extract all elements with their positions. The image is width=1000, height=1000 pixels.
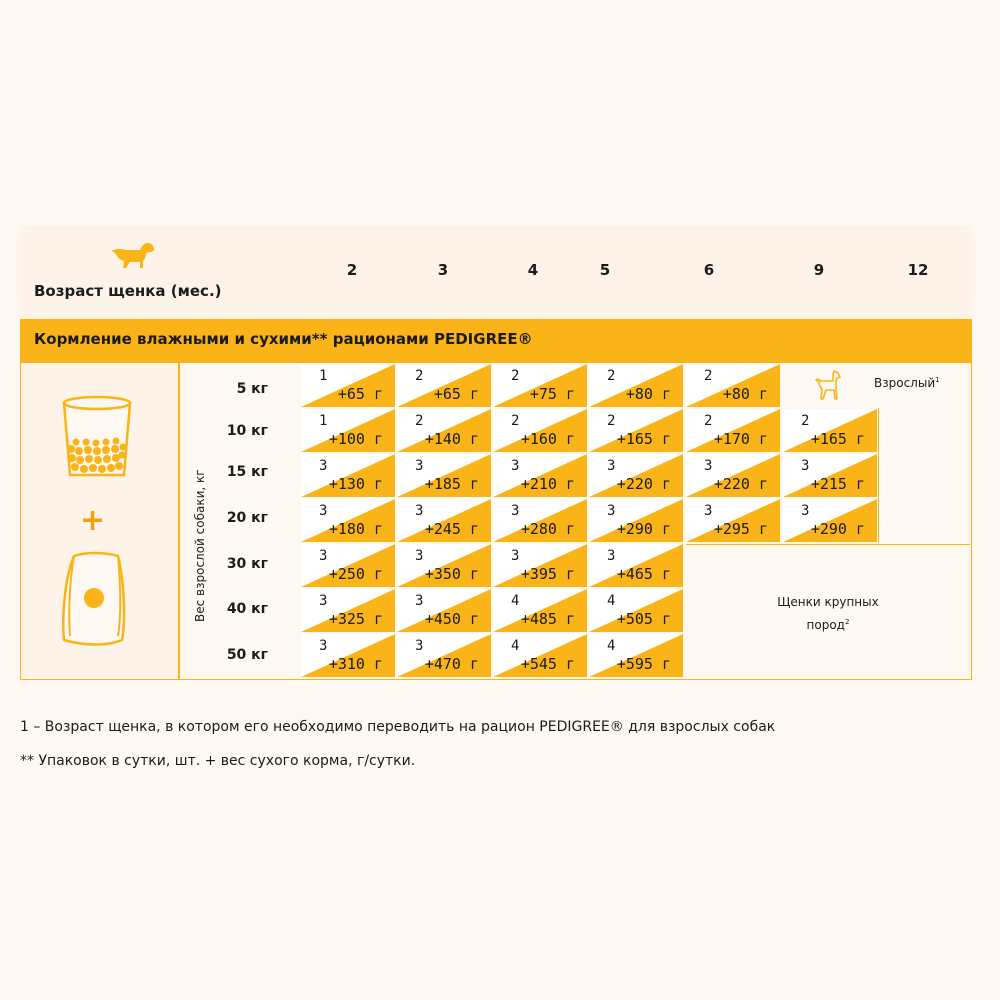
- feeding-cell: [301, 589, 395, 632]
- feeding-cell: [301, 364, 395, 407]
- dry-food-grams: +165 г: [810, 430, 865, 448]
- dry-food-grams: +250 г: [328, 565, 383, 583]
- pouch-count: 3: [607, 458, 616, 474]
- feeding-cell: [686, 409, 780, 452]
- dry-food-grams: +465 г: [616, 565, 671, 583]
- glass-of-kibble-icon: [60, 395, 134, 479]
- pouch-count: 3: [319, 638, 328, 654]
- large-breeds-text: пород: [806, 618, 845, 632]
- feeding-cell: [301, 409, 395, 452]
- dry-food-grams: +325 г: [328, 610, 383, 628]
- dry-food-grams: +160 г: [520, 430, 575, 448]
- feeding-cell: [301, 544, 395, 587]
- dry-food-grams: +470 г: [424, 655, 479, 673]
- pouch-count: 2: [415, 413, 424, 429]
- pouch-count: 2: [607, 368, 616, 384]
- adult-dog-icon: [814, 369, 844, 401]
- feeding-cell: [783, 409, 877, 452]
- age-9: 9: [813, 261, 825, 279]
- feeding-cell: [493, 634, 587, 677]
- feeding-cell: [397, 364, 491, 407]
- pouch-count: 1: [319, 368, 328, 384]
- feeding-cell: [301, 499, 395, 542]
- dry-food-grams: +310 г: [328, 655, 383, 673]
- feeding-cell: [589, 364, 683, 407]
- feeding-cell: [397, 544, 491, 587]
- feeding-cell: [493, 499, 587, 542]
- dry-food-grams: +505 г: [616, 610, 671, 628]
- pouch-count: 2: [511, 413, 520, 429]
- puppy-age-label: Возраст щенка (мес.): [34, 282, 222, 300]
- pouch-count: 3: [511, 458, 520, 474]
- dry-food-grams: +290 г: [616, 520, 671, 538]
- feeding-cell: [397, 499, 491, 542]
- dry-food-grams: +350 г: [424, 565, 479, 583]
- dry-food-grams: +80 г: [722, 385, 768, 403]
- pouch-count: 3: [801, 458, 810, 474]
- feeding-cell: [493, 364, 587, 407]
- feeding-cell: [589, 544, 683, 587]
- feeding-cell: [589, 409, 683, 452]
- dry-food-grams: +100 г: [328, 430, 383, 448]
- pouch-count: 3: [415, 458, 424, 474]
- pouch-count: 3: [607, 503, 616, 519]
- pouch-count: 3: [607, 548, 616, 564]
- dry-food-grams: +180 г: [328, 520, 383, 538]
- feeding-cell: [589, 589, 683, 632]
- feeding-cell: [493, 409, 587, 452]
- large-footnote-mark: 2: [844, 618, 850, 626]
- large-breeds-line1: Щенки крупных: [777, 595, 879, 609]
- dry-food-grams: +170 г: [713, 430, 768, 448]
- age-5: 5: [599, 261, 611, 279]
- feeding-cell: [589, 634, 683, 677]
- pouch-count: 1: [319, 413, 328, 429]
- dry-food-grams: +165 г: [616, 430, 671, 448]
- pouch-count: 4: [607, 638, 616, 654]
- feeding-cell: [301, 634, 395, 677]
- pouch-count: 2: [415, 368, 424, 384]
- pouch-count: 3: [319, 548, 328, 564]
- pouch-count: 3: [704, 458, 713, 474]
- dry-food-grams: +450 г: [424, 610, 479, 628]
- footnote-legend: ** Упаковок в сутки, шт. + вес сухого корма, г/сутки.: [20, 753, 416, 769]
- feeding-cell: [397, 454, 491, 497]
- feeding-cell: [493, 454, 587, 497]
- adult-footnote-mark: 1: [935, 376, 940, 384]
- feeding-cell: [589, 499, 683, 542]
- dry-food-grams: +75 г: [529, 385, 575, 403]
- dry-food-grams: +295 г: [713, 520, 768, 538]
- dry-food-grams: +485 г: [520, 610, 575, 628]
- feeding-cell: [686, 364, 780, 407]
- feeding-cell: [589, 454, 683, 497]
- age-3: 3: [437, 261, 449, 279]
- pouch-count: 2: [704, 413, 713, 429]
- pouch-count: 2: [704, 368, 713, 384]
- pouch-count: 4: [607, 593, 616, 609]
- plus-sign: +: [80, 503, 106, 538]
- weight-20: 20 кг: [226, 510, 268, 526]
- weight-10: 10 кг: [226, 423, 268, 439]
- pouch-count: 2: [607, 413, 616, 429]
- adult-text: Взрослый: [874, 376, 936, 390]
- feeding-cell: [397, 589, 491, 632]
- feeding-cell: [397, 634, 491, 677]
- weight-50: 50 кг: [226, 647, 268, 663]
- dry-food-grams: +245 г: [424, 520, 479, 538]
- large-breeds-label: [686, 592, 970, 635]
- pouch-count: 3: [415, 593, 424, 609]
- dry-food-grams: +220 г: [713, 475, 768, 493]
- dry-food-grams: +215 г: [810, 475, 865, 493]
- weight-40: 40 кг: [226, 601, 268, 617]
- dry-food-grams: +130 г: [328, 475, 383, 493]
- pouch-count: 3: [511, 503, 520, 519]
- feeding-cell: [783, 499, 877, 542]
- dry-food-grams: +65 г: [337, 385, 383, 403]
- pouch-count: 3: [415, 638, 424, 654]
- pouch-count: 3: [801, 503, 810, 519]
- adult-label: [874, 376, 940, 390]
- dry-food-grams: +185 г: [424, 475, 479, 493]
- feeding-cell: [686, 499, 780, 542]
- weight-15: 15 кг: [226, 464, 268, 480]
- pouch-count: 4: [511, 593, 520, 609]
- dry-food-grams: +220 г: [616, 475, 671, 493]
- age-2: 2: [346, 261, 358, 279]
- feeding-cell: [493, 589, 587, 632]
- wet-food-pouch-icon: [56, 550, 132, 650]
- pouch-count: 2: [511, 368, 520, 384]
- age-4: 4: [527, 261, 539, 279]
- pouch-count: 3: [704, 503, 713, 519]
- feeding-cell: [686, 454, 780, 497]
- pouch-count: 3: [415, 503, 424, 519]
- adult-transition-gap: [878, 408, 971, 543]
- feeding-cell: [301, 454, 395, 497]
- pouch-count: 3: [415, 548, 424, 564]
- dry-food-grams: +545 г: [520, 655, 575, 673]
- weight-axis-text: Вес взрослой собаки, кг: [193, 469, 207, 622]
- footnote-adult-age: 1 – Возраст щенка, в котором его необходимо переводить на рацион PEDIGREE® для взрослых собак: [20, 719, 776, 735]
- age-6: 6: [703, 261, 715, 279]
- feeding-cell: [493, 544, 587, 587]
- large-breeds-line2: [686, 612, 970, 635]
- pouch-count: 4: [511, 638, 520, 654]
- weight-30: 30 кг: [226, 556, 268, 572]
- pouch-count: 3: [319, 458, 328, 474]
- feeding-cell: [397, 409, 491, 452]
- pouch-count: 3: [319, 503, 328, 519]
- pouch-count: 2: [801, 413, 810, 429]
- dry-food-grams: +290 г: [810, 520, 865, 538]
- puppy-icon: [108, 238, 156, 270]
- pouch-count: 3: [319, 593, 328, 609]
- dry-food-grams: +80 г: [625, 385, 671, 403]
- dry-food-grams: +595 г: [616, 655, 671, 673]
- dry-food-grams: +210 г: [520, 475, 575, 493]
- feeding-cell: [783, 454, 877, 497]
- dry-food-grams: +280 г: [520, 520, 575, 538]
- dry-food-grams: +140 г: [424, 430, 479, 448]
- section-title: Кормление влажными и сухими** рационами PEDIGREE®: [34, 330, 533, 348]
- pouch-count: 3: [511, 548, 520, 564]
- age-12: 12: [907, 261, 929, 279]
- dry-food-grams: +65 г: [433, 385, 479, 403]
- weight-5: 5 кг: [236, 381, 268, 397]
- dry-food-grams: +395 г: [520, 565, 575, 583]
